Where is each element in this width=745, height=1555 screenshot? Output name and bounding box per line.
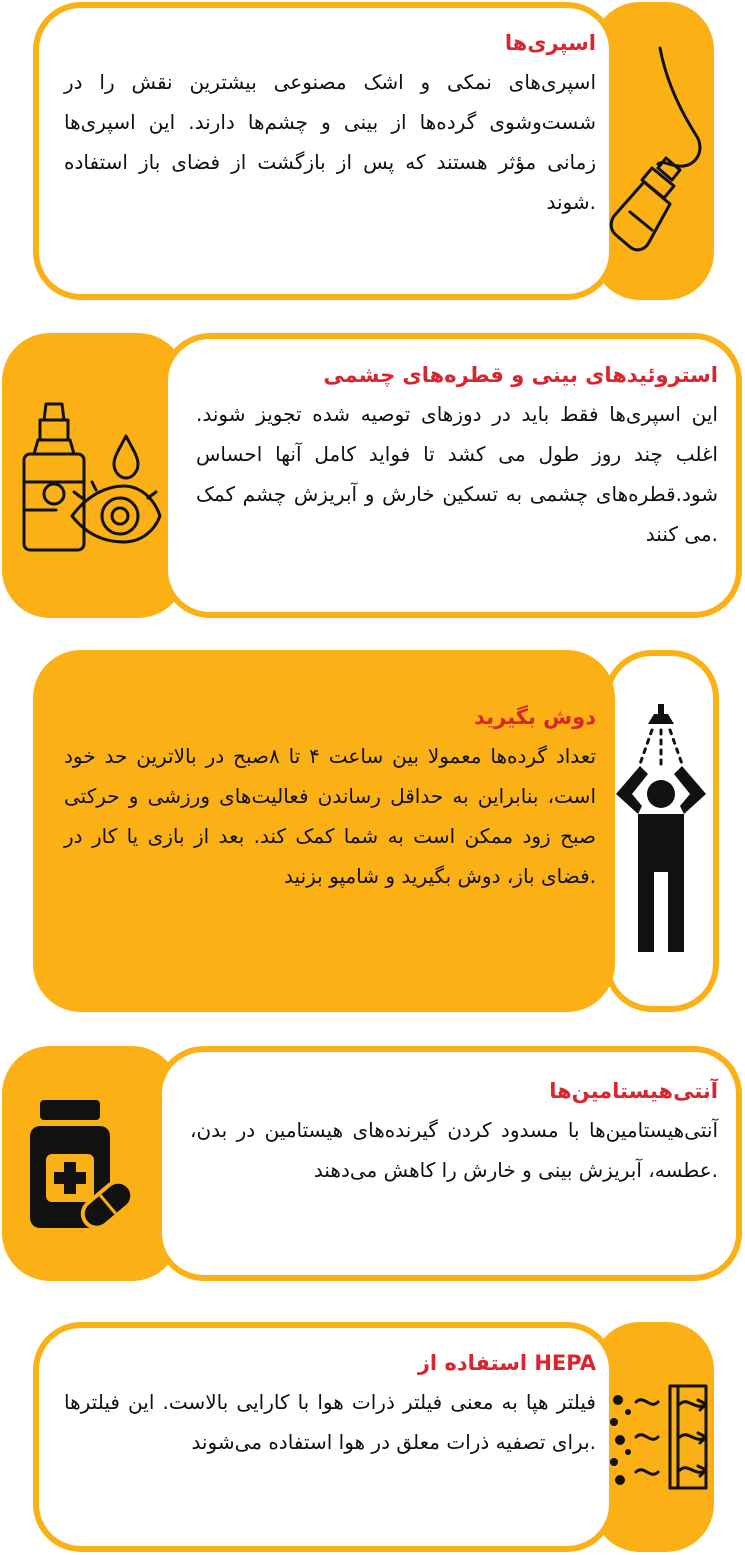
shower-body: تعداد گرده‌ها معمولا بین ساعت ۴ تا ۸صبح در بالاترین حد خود است، بنابراین به حداقل رساندن فعالیت‌های ورزشی و حرکتی صبح زود ممکن است به شما کمک کند. بعد از بازی یا کار در فضای باز، دوش بگیرید و شامپو بزنید. xyxy=(64,744,597,888)
sprays-body: اسپری‌های نمکی و اشک مصنوعی بیشترین نقش را در شست‌وشوی گرده‌ها از بینی و چشم‌ها دارند. این اسپری‌ها زمانی مؤثر هستند که پس از بازگشت از فضای باز استفاده شوند. xyxy=(64,70,596,214)
medicine-bottle-pill-icon xyxy=(22,1098,142,1238)
shower-title: دوش بگیرید xyxy=(474,705,596,729)
antihistamines-body: آنتی‌هیستامین‌ها با مسدود کردن گیرنده‌های هیستامین در بدن، عطسه، آبریزش بینی و خارش را کاهش می‌دهند. xyxy=(190,1118,718,1182)
steroids-text xyxy=(196,360,718,554)
antihistamines-text xyxy=(190,1076,718,1190)
hepa-title: استفاده از HEPA xyxy=(417,1351,596,1375)
antihistamines-title: آنتی‌هیستامین‌ها xyxy=(549,1079,718,1103)
air-filter-icon xyxy=(606,1382,710,1492)
shower-icon xyxy=(612,702,712,960)
sprays-title: اسپری‌ها xyxy=(504,31,596,55)
shower-text xyxy=(64,702,596,896)
steroids-body: این اسپری‌ها فقط باید در دوزهای توصیه شده تجویز شوند. اغلب چند روز طول می کشد تا فواید کامل آنها احساس شود.قطره‌های چشمی به تسکین خارش و آبریزش چشم کمک می کنند. xyxy=(196,402,718,546)
sprays-text xyxy=(64,28,596,222)
eye-drops-icon xyxy=(16,398,166,558)
hepa-body: فیلتر هپا به معنی فیلتر ذرات هوا با کارایی بالاست. این فیلترها برای تصفیه ذرات معلق در هوا استفاده می‌شوند. xyxy=(64,1390,596,1454)
steroids-title: استروئیدهای بینی و قطره‌های چشمی xyxy=(323,363,718,387)
nasal-spray-icon xyxy=(608,40,708,260)
hepa-text xyxy=(64,1348,596,1462)
